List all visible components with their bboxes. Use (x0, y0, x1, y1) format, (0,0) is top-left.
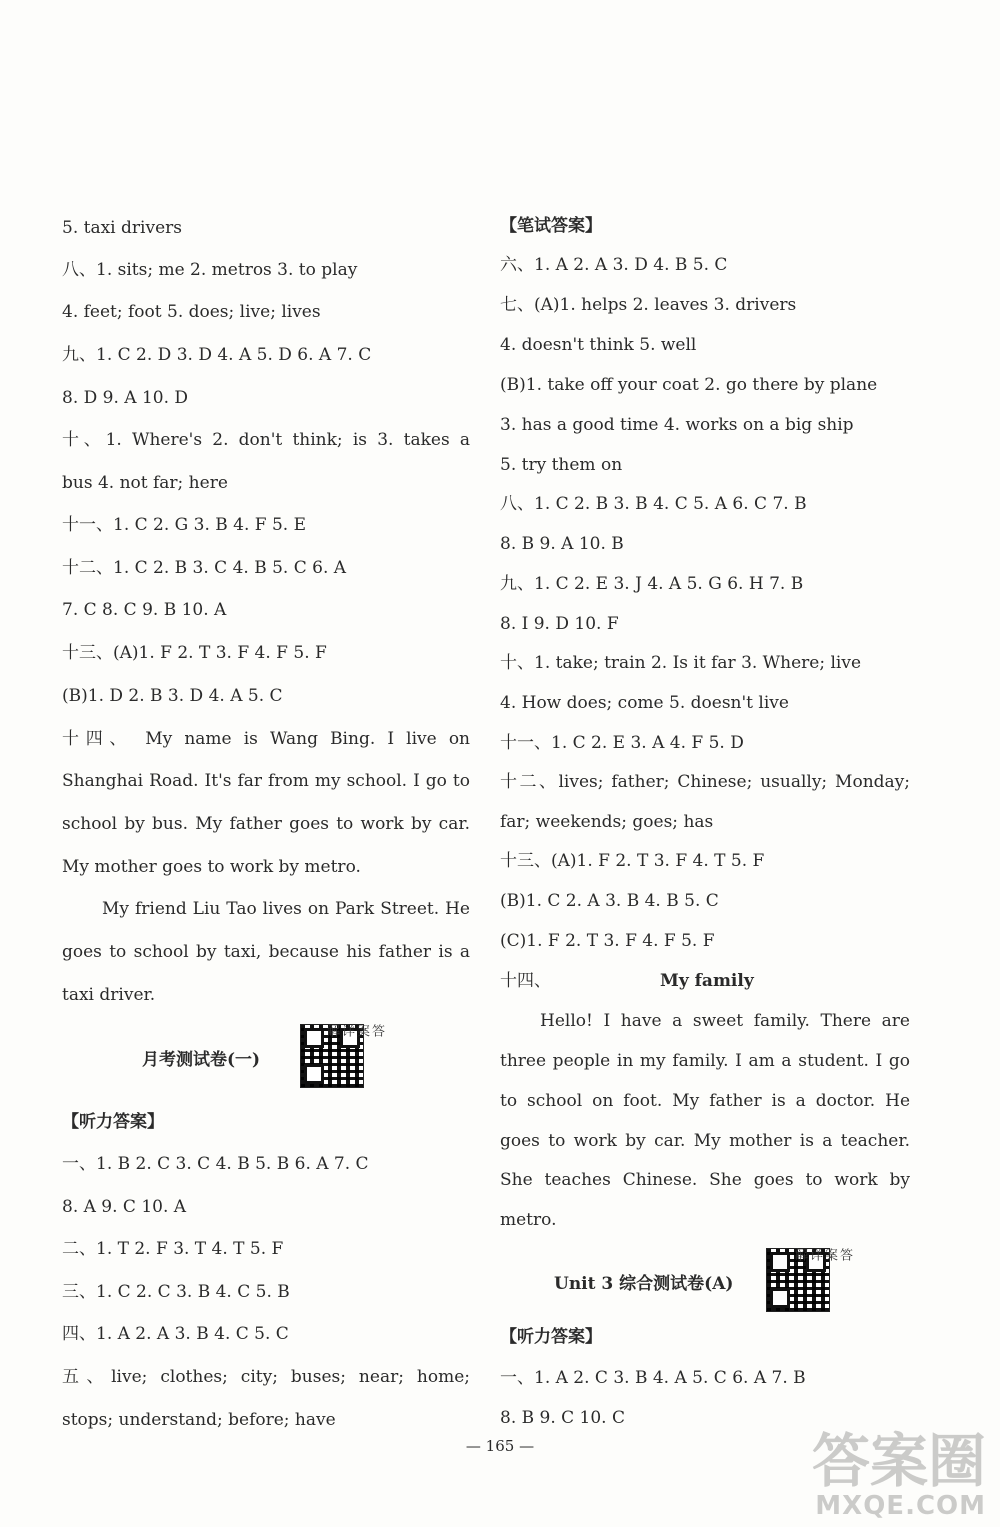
essay-label: 十四、 (500, 971, 551, 991)
answer-line: stops; understand; before; have (62, 1410, 336, 1430)
essay-line: She teaches Chinese. She goes to work by (500, 1170, 910, 1190)
answer-line: 8. I 9. D 10. F (500, 614, 619, 634)
essay-line: My mother goes to work by metro. (62, 857, 361, 877)
answer-line: 二、1. T 2. F 3. T 4. T 5. F (62, 1239, 284, 1259)
answer-line: 8. D 9. A 10. D (62, 388, 189, 408)
answer-line: 十三、(A)1. F 2. T 3. F 4. T 5. F (500, 851, 765, 871)
essay-line: 十四、 My name is Wang Bing. I live on (62, 729, 470, 749)
section-title: 月考测试卷(一) (142, 1050, 261, 1070)
essay-line: taxi driver. (62, 985, 156, 1005)
answer-line: 八、1. C 2. B 3. B 4. C 5. A 6. C 7. B (500, 494, 807, 514)
answer-line: 4. How does; come 5. doesn't live (500, 693, 789, 713)
answer-line: (B)1. C 2. A 3. B 4. B 5. C (500, 891, 719, 911)
answer-line: 九、1. C 2. D 3. D 4. A 5. D 6. A 7. C (62, 345, 372, 365)
watermark-url: MXQE.COM (815, 1491, 986, 1521)
answer-line: 六、1. A 2. A 3. D 4. B 5. C (500, 255, 728, 275)
essay-line: three people in my family. I am a student. I go (500, 1051, 910, 1071)
qr-caption: 答案详解 (324, 1024, 384, 1037)
watermark-text: 答案圈 (811, 1427, 986, 1495)
page-number: — 165 — (465, 1437, 535, 1455)
answer-line: 十一、1. C 2. G 3. B 4. F 5. E (62, 515, 307, 535)
answer-line: bus 4. not far; here (62, 473, 228, 493)
essay-line: metro. (500, 1210, 557, 1230)
qr-caption: 答案详解 (792, 1248, 852, 1261)
essay-line: Shanghai Road. It's far from my school. I go to (62, 771, 470, 791)
answer-line: 7. C 8. C 9. B 10. A (62, 600, 227, 620)
essay-line: Hello! I have a sweet family. There are (540, 1011, 910, 1031)
answer-line: 一、1. A 2. C 3. B 4. A 5. C 6. A 7. B (500, 1368, 806, 1388)
answer-line: (B)1. D 2. B 3. D 4. A 5. C (62, 686, 283, 706)
written-header: 【笔试答案】 (500, 216, 602, 236)
answer-line: 九、1. C 2. E 3. J 4. A 5. G 6. H 7. B (500, 574, 804, 594)
listening-header: 【听力答案】 (500, 1327, 602, 1347)
listening-header: 【听力答案】 (62, 1112, 164, 1132)
answer-line: 十二、1. C 2. B 3. C 4. B 5. C 6. A (62, 558, 347, 578)
answer-line: 八、1. sits; me 2. metros 3. to play (62, 260, 358, 280)
answer-line: 8. B 9. A 10. B (500, 534, 624, 554)
essay-line: goes to work by car. My mother is a teacher. (500, 1131, 910, 1151)
answer-line: (C)1. F 2. T 3. F 4. F 5. F (500, 931, 715, 951)
answer-line: 8. B 9. C 10. C (500, 1408, 626, 1428)
answer-line: 一、1. B 2. C 3. C 4. B 5. B 6. A 7. C (62, 1154, 369, 1174)
answer-line: 十一、1. C 2. E 3. A 4. F 5. D (500, 733, 744, 753)
essay-line: My friend Liu Tao lives on Park Street. He (102, 899, 470, 919)
answer-line: 3. has a good time 4. works on a big ship (500, 415, 854, 435)
answer-line: 十、1. Where's 2. don't think; is 3. takes a (62, 430, 470, 450)
essay-title: My family (660, 971, 754, 991)
answer-line: 4. feet; foot 5. does; live; lives (62, 302, 321, 322)
answer-line: 十二、lives; father; Chinese; usually; Monday; (500, 772, 910, 792)
answer-line: 5. try them on (500, 455, 623, 475)
answer-line: 五、live; clothes; city; buses; near; home; (62, 1367, 470, 1387)
answer-line: 十、1. take; train 2. Is it far 3. Where; live (500, 653, 862, 673)
section-title: Unit 3 综合测试卷(A) (554, 1274, 734, 1294)
answer-line: 四、1. A 2. A 3. B 4. C 5. C (62, 1324, 289, 1344)
answer-line: 七、(A)1. helps 2. leaves 3. drivers (500, 295, 797, 315)
answer-line: 三、1. C 2. C 3. B 4. C 5. B (62, 1282, 290, 1302)
answer-line: 十三、(A)1. F 2. T 3. F 4. F 5. F (62, 643, 327, 663)
essay-line: goes to school by taxi, because his father is a (62, 942, 470, 962)
essay-line: school by bus. My father goes to work by car. (62, 814, 470, 834)
watermark-logo (811, 1427, 986, 1521)
answer-line: 5. taxi drivers (62, 218, 182, 238)
answer-line: 8. A 9. C 10. A (62, 1197, 187, 1217)
answer-line: far; weekends; goes; has (500, 812, 714, 832)
answer-line: (B)1. take off your coat 2. go there by plane (500, 375, 878, 395)
answer-line: 4. doesn't think 5. well (500, 335, 697, 355)
essay-line: to school on foot. My father is a doctor. He (500, 1091, 910, 1111)
